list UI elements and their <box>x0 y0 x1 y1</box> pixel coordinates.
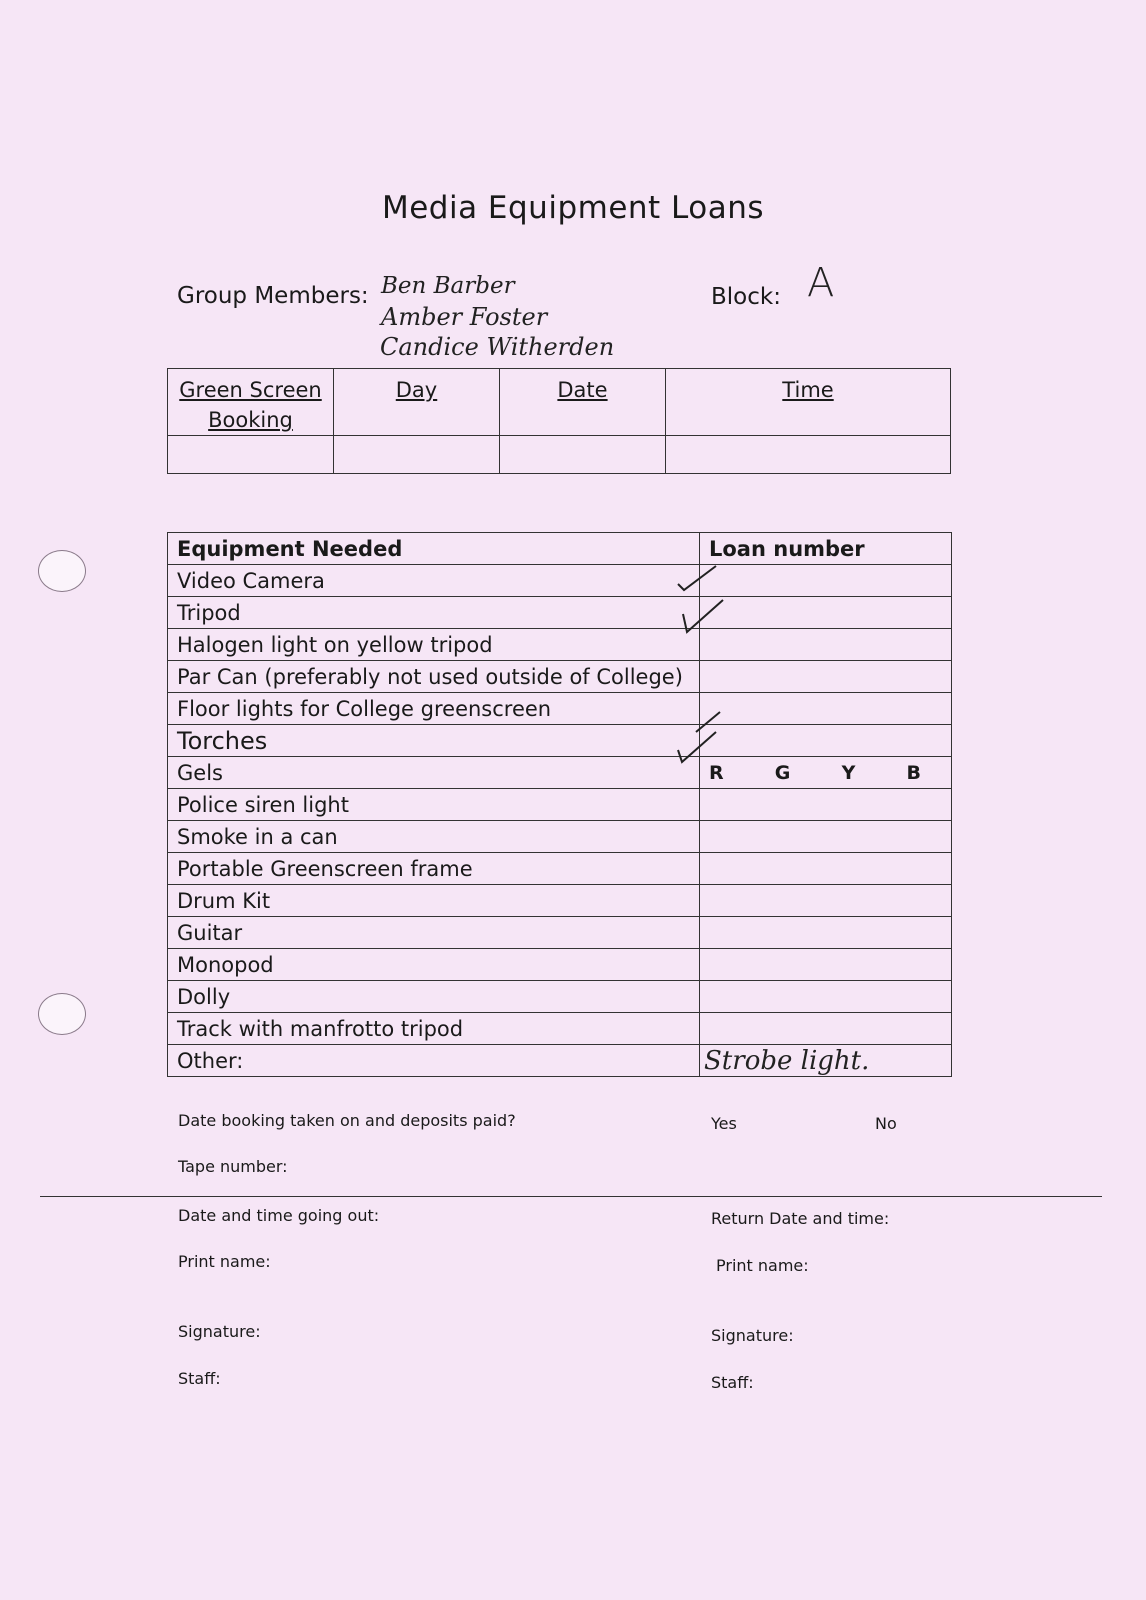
booking-cell[interactable] <box>168 436 334 474</box>
equipment-needed-header: Equipment Needed <box>168 533 700 565</box>
print-name-out-label: Print name: <box>178 1252 271 1271</box>
loan-number-cell[interactable] <box>700 597 952 629</box>
equipment-item: Monopod <box>168 949 700 981</box>
staff-return-label: Staff: <box>711 1373 754 1392</box>
equipment-item: Floor lights for College greenscreen <box>168 693 700 725</box>
check-mark-icon <box>679 596 729 636</box>
signature-out-label: Signature: <box>178 1322 261 1341</box>
gels-colors-cell <box>700 757 952 789</box>
signature-return-label: Signature: <box>711 1326 794 1345</box>
header-day: Day <box>334 369 500 436</box>
loan-number-cell[interactable] <box>700 693 952 725</box>
loan-number-cell[interactable] <box>700 661 952 693</box>
loan-number-cell[interactable] <box>700 565 952 597</box>
equipment-item: Portable Greenscreen frame <box>168 853 700 885</box>
page-title: Media Equipment Loans <box>381 190 765 226</box>
equipment-item: Gels <box>168 757 700 789</box>
equipment-item: Tripod <box>168 597 700 629</box>
date-time-out-label: Date and time going out: <box>178 1206 380 1225</box>
group-member-2: Amber Foster <box>381 303 548 331</box>
equipment-item: Dolly <box>168 981 700 1013</box>
return-date-time-label: Return Date and time: <box>711 1209 890 1228</box>
header-date: Date <box>500 369 666 436</box>
deposit-yes[interactable]: Yes <box>711 1114 737 1133</box>
loan-number-cell[interactable] <box>700 949 952 981</box>
equipment-item: Police siren light <box>168 789 700 821</box>
check-mark-icon <box>672 562 722 598</box>
punch-hole-top <box>38 550 86 592</box>
green-screen-booking-table <box>167 368 951 474</box>
gel-color-blue[interactable]: B <box>906 761 921 784</box>
punch-hole-bottom <box>38 993 86 1035</box>
equipment-table <box>167 532 952 1077</box>
loan-number-cell[interactable] <box>700 853 952 885</box>
block-label: Block: <box>711 284 781 310</box>
gel-color-red[interactable]: R <box>709 761 724 784</box>
loan-number-cell[interactable] <box>700 629 952 661</box>
tape-number-label: Tape number: <box>178 1157 288 1176</box>
loan-number-cell[interactable] <box>700 789 952 821</box>
loan-number-header: Loan number <box>700 533 952 565</box>
equipment-item: Video Camera <box>168 565 700 597</box>
group-members-label: Group Members: <box>177 283 369 309</box>
loan-number-cell[interactable] <box>700 981 952 1013</box>
loan-number-cell[interactable] <box>700 1013 952 1045</box>
check-mark-icon <box>672 728 722 766</box>
staff-out-label: Staff: <box>178 1369 221 1388</box>
gel-color-yellow[interactable]: Y <box>841 761 856 784</box>
equipment-item: Drum Kit <box>168 885 700 917</box>
other-value-cell[interactable] <box>700 1045 952 1077</box>
equipment-item: Guitar <box>168 917 700 949</box>
loan-number-cell[interactable] <box>700 725 952 757</box>
block-value: A <box>807 260 835 306</box>
equipment-item: Par Can (preferably not used outside of College) <box>168 661 700 693</box>
loan-number-cell[interactable] <box>700 885 952 917</box>
loan-number-cell[interactable] <box>700 821 952 853</box>
equipment-item: Torches <box>168 725 700 757</box>
day-cell[interactable] <box>334 436 500 474</box>
gel-color-green[interactable]: G <box>774 761 791 784</box>
date-cell[interactable] <box>500 436 666 474</box>
time-cell[interactable] <box>666 436 951 474</box>
deposit-no[interactable]: No <box>875 1114 897 1133</box>
section-divider <box>40 1196 1102 1197</box>
header-green-screen-booking: Green Screen Booking <box>168 369 334 436</box>
header-time: Time <box>666 369 951 436</box>
group-member-3: Candice Witherden <box>380 333 615 361</box>
group-member-1: Ben Barber <box>381 273 515 299</box>
deposit-question: Date booking taken on and deposits paid? <box>178 1111 516 1130</box>
equipment-item-other: Other: <box>168 1045 700 1077</box>
print-name-return-label: Print name: <box>716 1256 809 1275</box>
other-value: Strobe light. <box>704 1045 870 1076</box>
equipment-item: Halogen light on yellow tripod <box>168 629 700 661</box>
loan-number-cell[interactable] <box>700 917 952 949</box>
equipment-item: Track with manfrotto tripod <box>168 1013 700 1045</box>
equipment-item: Smoke in a can <box>168 821 700 853</box>
